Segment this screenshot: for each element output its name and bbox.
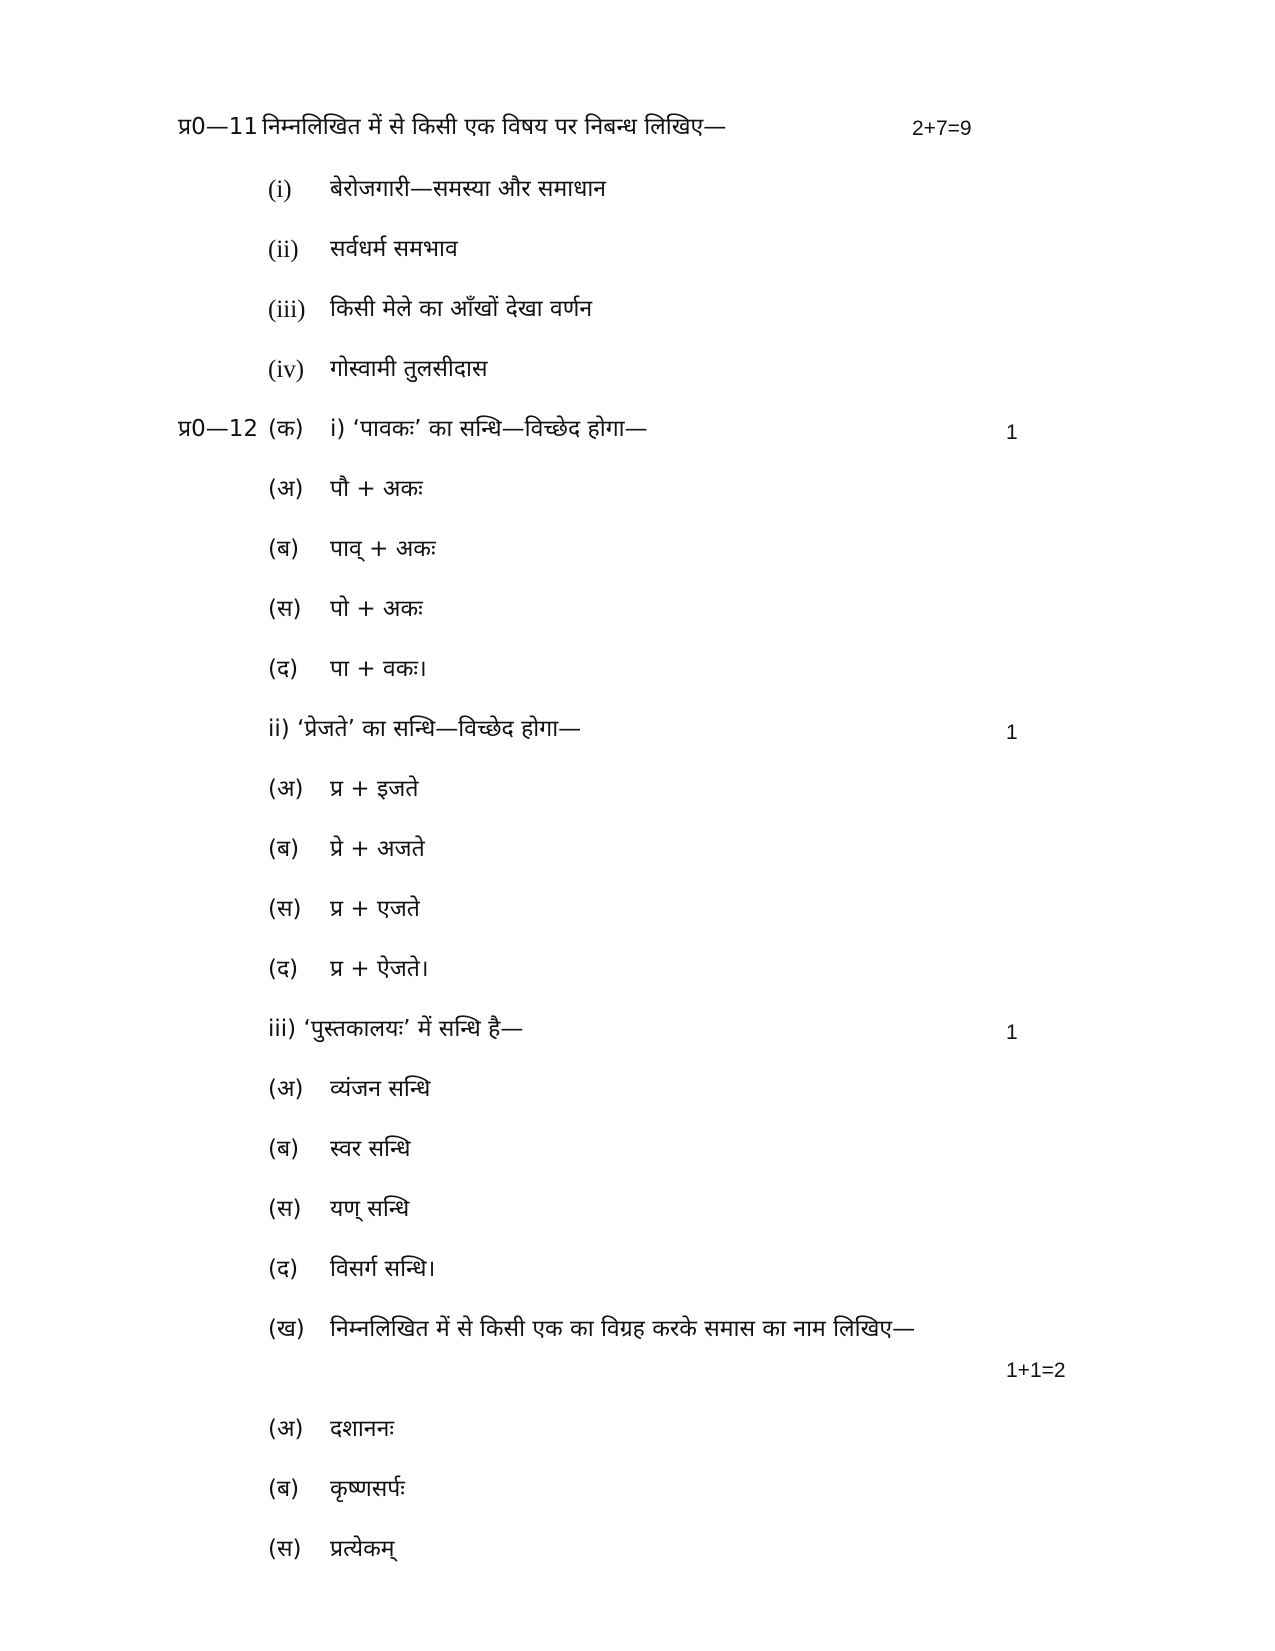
option-label: (अ) (268, 476, 304, 502)
option-text: स्वर सन्धि (330, 1136, 411, 1162)
sub-question-2: ii) ‘प्रेजते’ का सन्धि—विच्छेद होगा— (268, 716, 582, 742)
option-text: पा + वकः। (330, 656, 427, 682)
option-text: पाव् + अकः (330, 536, 436, 562)
topic-text: गोस्वामी तुलसीदास (330, 356, 488, 382)
topic-label: (i) (268, 176, 292, 203)
question-number-12: प्र0—12 (178, 416, 258, 442)
option-text: कृष्णसर्पः (330, 1476, 405, 1502)
question-11-marks: 2+7=9 (912, 117, 972, 140)
question-11-prompt: निम्नलिखित में से किसी एक विषय पर निबन्ध लिखिए— (262, 114, 727, 140)
part-kha-label: (ख) (268, 1316, 305, 1342)
option-text: व्यंजन सन्धि (330, 1076, 431, 1102)
option-text: प्रत्येकम् (330, 1536, 395, 1562)
topic-label: (iv) (268, 356, 305, 383)
sub-question-1-marks: 1 (1006, 421, 1018, 444)
option-label: (स) (268, 596, 302, 622)
option-text: प्र + इजते (330, 776, 419, 802)
sub-question-3-marks: 1 (1006, 1021, 1018, 1044)
option-label: (ब) (268, 1136, 300, 1162)
part-ka-label: (क) (268, 416, 304, 442)
option-text: पो + अकः (330, 596, 423, 622)
option-label: (द) (268, 1256, 299, 1282)
option-text: प्र + ऐजते। (330, 956, 429, 982)
question-number-11: प्र0—11 (178, 114, 258, 140)
option-text: दशाननः (330, 1416, 394, 1442)
option-label: (ब) (268, 536, 300, 562)
topic-label: (iii) (268, 296, 306, 323)
part-kha-marks: 1+1=2 (1006, 1359, 1066, 1382)
sub-question-1: i) ‘पावकः’ का सन्धि—विच्छेद होगा— (330, 416, 648, 442)
option-label: (द) (268, 956, 299, 982)
option-label: (स) (268, 1536, 302, 1562)
sub-question-3: iii) ‘पुस्तकालयः’ में सन्धि है— (268, 1016, 524, 1042)
sub-question-2-marks: 1 (1006, 721, 1018, 744)
option-text: विसर्ग सन्धि। (330, 1256, 436, 1282)
option-text: यण् सन्धि (330, 1196, 410, 1222)
option-label: (द) (268, 656, 299, 682)
option-label: (ब) (268, 1476, 300, 1502)
option-text: पौ + अकः (330, 476, 423, 502)
topic-text: सर्वधर्म समभाव (330, 236, 458, 262)
option-label: (अ) (268, 776, 304, 802)
option-text: प्र + एजते (330, 896, 420, 922)
option-label: (अ) (268, 1416, 304, 1442)
option-label: (स) (268, 1196, 302, 1222)
option-text: प्रे + अजते (330, 836, 425, 862)
option-label: (स) (268, 896, 302, 922)
topic-label: (ii) (268, 236, 299, 263)
part-kha-prompt: निम्नलिखित में से किसी एक का विग्रह करके समास का नाम लिखिए— (330, 1316, 916, 1342)
option-label: (अ) (268, 1076, 304, 1102)
option-label: (ब) (268, 836, 300, 862)
topic-text: किसी मेले का आँखों देखा वर्णन (330, 296, 593, 322)
topic-text: बेरोजगारी—समस्या और समाधान (330, 176, 607, 202)
